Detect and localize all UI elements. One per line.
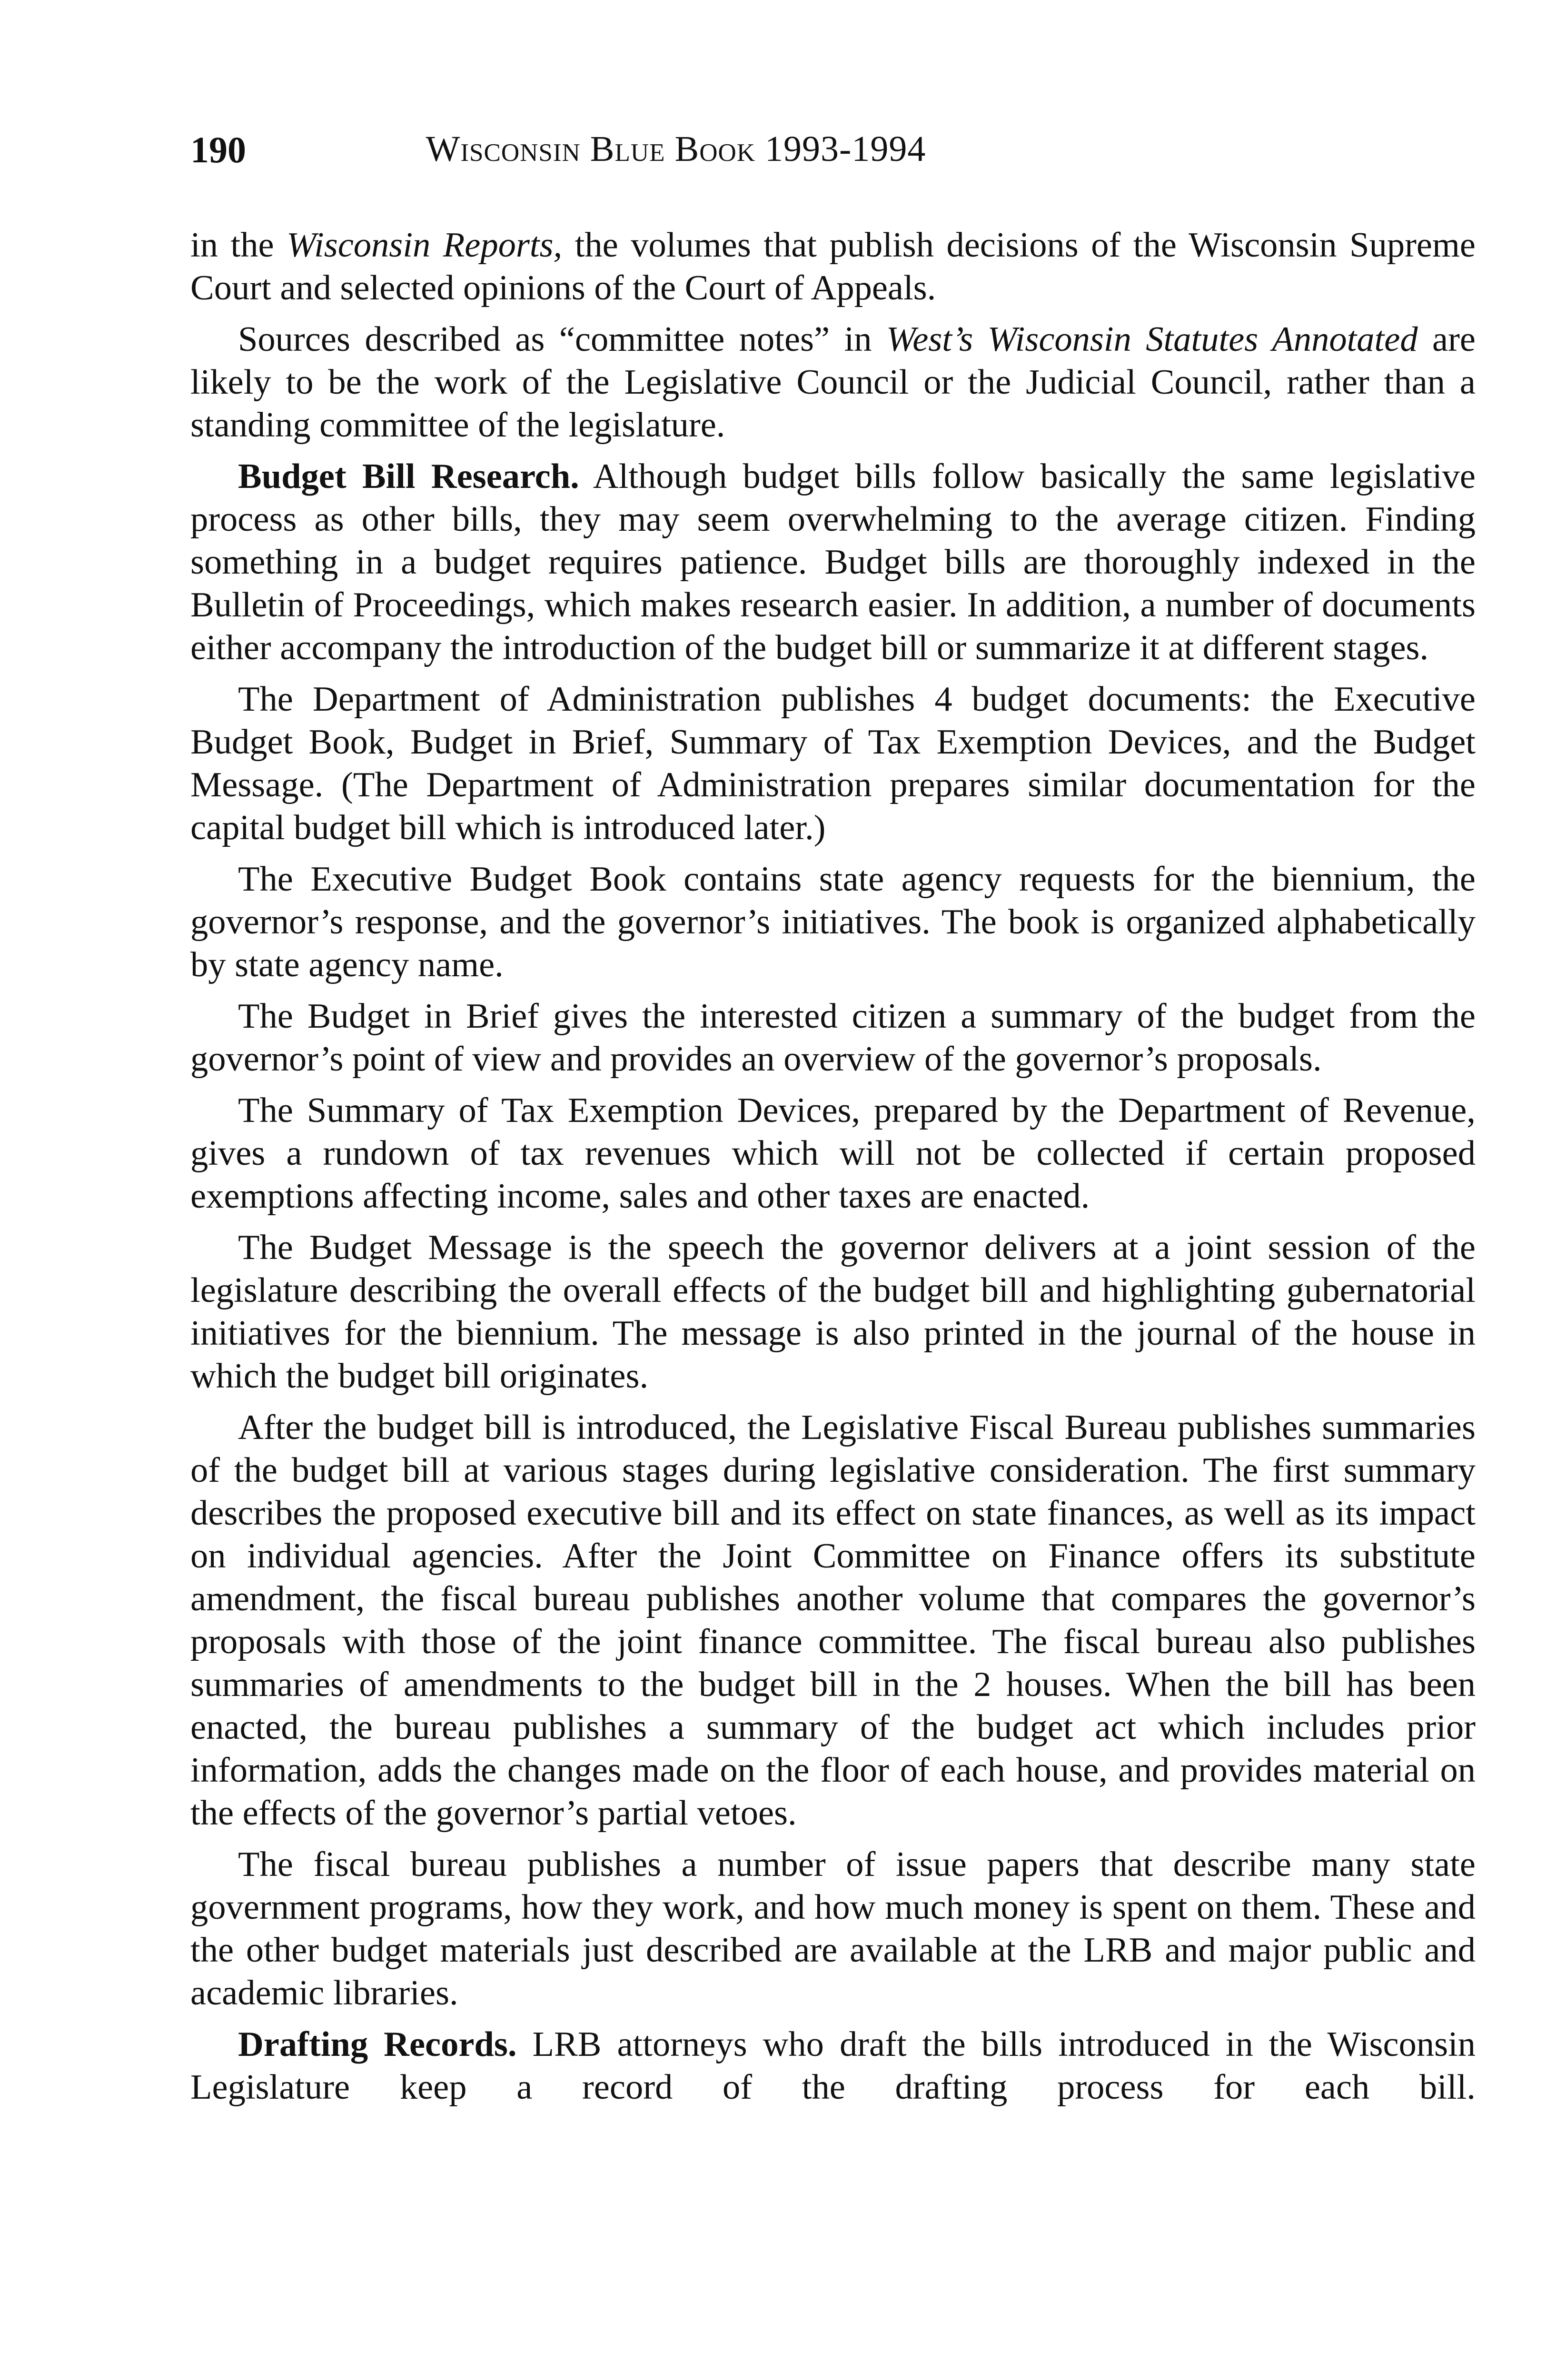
paragraph xyxy=(190,1843,1476,2014)
text-run: The Budget in Brief gives the interested citizen a summary of the budget from the governor’s point of view and provides an overview of the governor’s proposals. xyxy=(190,997,1476,1079)
italic-title: Wisconsin Reports, xyxy=(287,226,563,265)
text-run: are likely to be the work of the Legislative Council or the Judicial Council, rather than a standing committee of the legislature. xyxy=(190,320,1476,445)
text-run: the volumes that publish decisions of the Wisconsin Supreme Court and selected opinions of the Court of Appeals. xyxy=(190,226,1476,307)
paragraph xyxy=(190,858,1476,986)
paragraph xyxy=(190,678,1476,849)
text-run: After the budget bill is introduced, the Legislative Fiscal Bureau publishes summaries of the budget bill at various stages during legislative consideration. The first summary describes the proposed executive bill and its effect on state finances, as well as its impact on individual agencies. After the Joint Committee on Finance offers its substitute amendment, the fiscal bureau publishes another volume that compares the governor’s proposals with those of the joint finance committee. The fiscal bureau also publishes summaries of amendments to the budget bill in the 2 houses. When the bill has been enacted, the bureau publishes a summary of the budget act which includes prior information, adds the changes made on the floor of each house, and provides material on the effects of the governor’s partial vetoes. xyxy=(190,1408,1476,1833)
section-heading: Budget Bill Research. xyxy=(238,457,579,496)
text-run: LRB attorneys who draft the bills introduced in the Wisconsin Legislature keep a record of the drafting process for each bill. xyxy=(190,2025,1476,2107)
page-header xyxy=(190,129,1161,181)
paragraph xyxy=(190,995,1476,1081)
text-run: The Department of Administration publishes 4 budget documents: the Executive Budget Book, Budget in Brief, Summary of Tax Exemption Devices, and the Budget Message. (The Department of Administration prepares similar documentation for the capital budget bill which is introduced later.) xyxy=(190,680,1476,847)
italic-title: West’s Wisconsin Statutes Annotated xyxy=(886,320,1418,359)
paragraph xyxy=(190,1089,1476,1218)
text-run: The Summary of Tax Exemption Devices, prepared by the Department of Revenue, gives a rundown of tax revenues which will not be collected if certain proposed exemptions affecting income, sales and other taxes are enacted. xyxy=(190,1091,1476,1216)
text-run: The Executive Budget Book contains state agency requests for the biennium, the governor’s response, and the governor’s initiatives. The book is organized alphabetically by state agency name. xyxy=(190,860,1476,984)
paragraph xyxy=(190,224,1476,309)
text-run: The fiscal bureau publishes a number of issue papers that describe many state government programs, how they work, and how much money is spent on them. These and the other budget materials just described are available at the LRB and major public and academic libraries. xyxy=(190,1845,1476,2013)
paragraph xyxy=(190,318,1476,446)
body-text xyxy=(190,224,1476,2117)
paragraph xyxy=(190,2023,1476,2109)
text-run: Although budget bills follow basically the same legislative process as other bills, they may seem overwhelming to the average citizen. Finding something in a budget requires patience. Budget bills are thoroughly indexed in the Bulletin of Proceedings, which makes research easier. In addition, a number of documents either accompany the introduction of the budget bill or summarize it at different stages. xyxy=(190,457,1476,667)
section-heading: Drafting Records. xyxy=(238,2025,517,2064)
paragraph xyxy=(190,1406,1476,1835)
running-title: Wisconsin Blue Book 1993-1994 xyxy=(426,129,926,169)
text-run: The Budget Message is the speech the governor delivers at a joint session of the legislature describing the overall effects of the budget bill and highlighting gubernatorial initiatives for the biennium. The message is also printed in the journal of the house in which the budget bill originates. xyxy=(190,1228,1476,1396)
text-run: Sources described as “committee notes” in xyxy=(238,320,887,359)
paragraph xyxy=(190,1226,1476,1398)
text-run: in the xyxy=(190,226,287,265)
page-number: 190 xyxy=(190,129,246,170)
paragraph xyxy=(190,455,1476,669)
